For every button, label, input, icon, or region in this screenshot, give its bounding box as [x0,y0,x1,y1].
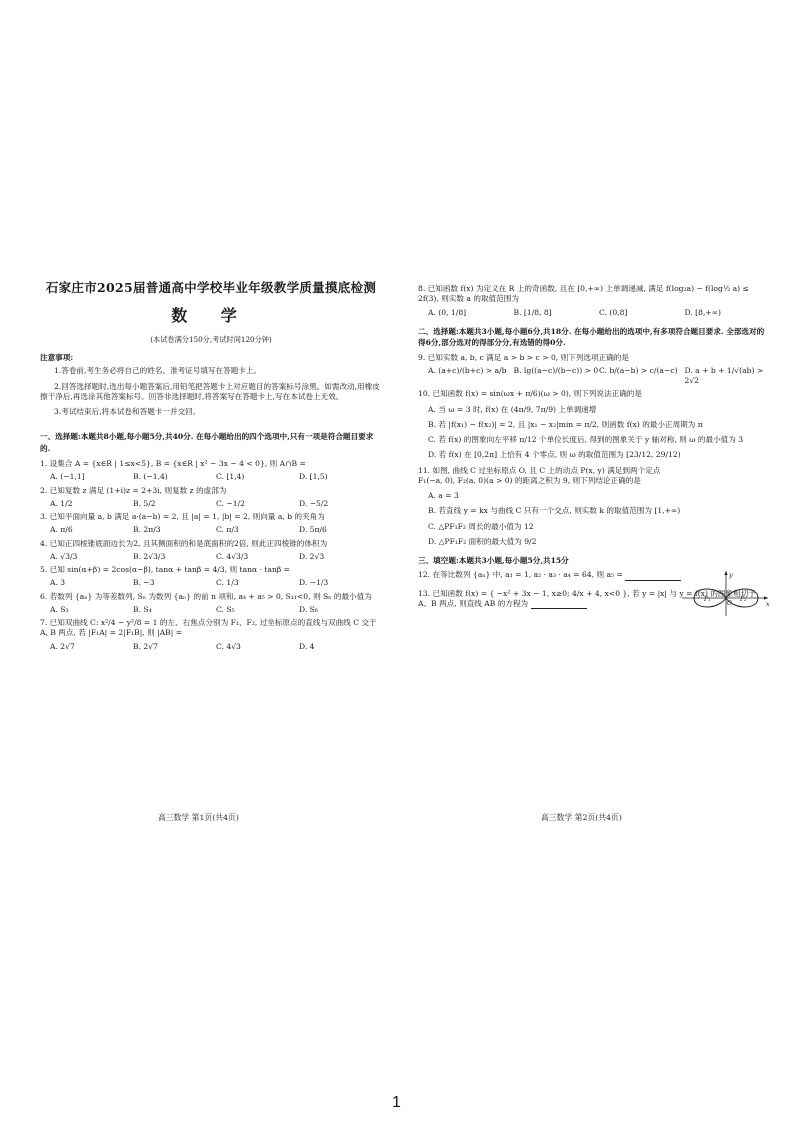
option: A. (−1,1] [50,472,85,482]
option: A. √3/3 [50,551,78,561]
question-stem: 9. 已知实数 a, b, c 满足 a > b > c > 0, 则下列选项正确的是 [418,352,629,362]
option: A. (a+c)/(b+c) > a/b [428,365,507,375]
question-stem: 5. 已知 sin(α+β) = 2cos(α−β), tanα + tanβ = 4/3, 则 tanα · tanβ = [40,565,291,575]
option: C. 1/3 [216,578,239,588]
exam-subject: 数 学 [171,305,251,325]
option: D. 2√3 [299,551,325,561]
figure-label-f1: F₁ [704,596,711,603]
question-8 [418,284,770,318]
footer-right: 高三数学 第2页(共4页) [541,813,622,822]
option: D. S₆ [299,604,318,614]
option: D. −1/3 [299,578,329,588]
question-options [50,642,382,652]
question-stem: 11. 如图, 曲线 C 过坐标原点 O, 且 C 上的动点 P(x, y) 满足到两个定点 F₁(−a, 0), F₂(a, 0)(a > 0) 的距离之积为 9, 则下列结论正确的是 [418,465,661,485]
option: B. 2√7 [133,641,158,651]
option: A. π/6 [50,525,73,535]
answer-blank [531,600,587,609]
option: B. 2√3/3 [133,551,166,561]
question-stem: 13. 已知函数 f(x) = { −x² + 3x − 1, x≥0; 4/x + 4, x<0 }, 若 y = |x| 与 y = f(x) 的图象相切于 A、B 两点, 则直线 AB 的方程为 [418,588,756,608]
question-options [50,552,382,562]
option: A. S₃ [50,604,69,614]
footer-left: 高三数学 第1页(共4页) [158,813,239,822]
option: B. lg((a−c)/(b−c)) > 0 [513,365,599,375]
option: A. a = 3 [428,491,459,501]
option: B. −3 [133,578,155,588]
figure-label-y: y [729,571,733,579]
notice-block [40,353,382,417]
option: D. −5/2 [299,498,329,508]
notice-heading: 注意事项: [40,353,74,363]
option: A. 3 [50,578,66,588]
option: B. (−1,4) [133,472,168,482]
option: D. △PF₁F₂ 面积的最大值为 9/2 [428,536,537,546]
question-stem: 1. 设集合 A = {x∈R | 1≤x<5}, B = {x∈R | x² − 3x − 4 < 0}, 则 A∩B = [40,459,306,469]
question-options [50,605,382,615]
option: D. 4 [299,641,315,651]
question-options [50,499,382,509]
option: C. −1/2 [216,498,245,508]
section-3-heading: 三、填空题:本题共3小题,每小题5分,共15分 [418,556,569,566]
option: B. 2π/3 [133,525,161,535]
option: A. 当 ω = 3 时, f(x) 在 (4π/9, 7π/9) 上单调递增 [428,404,597,414]
answer-blank [625,572,681,581]
question-stem: 7. 已知双曲线 C: x²/4 − y²/8 = 1 的左、右焦点分别为 F₁、F₂, 过坐标原点的直线与双曲线 C 交于 A, B 两点, 若 |F₁A| = 2|F₁B|, 则 |AB| = [40,618,377,638]
option: A. 2√7 [50,641,75,651]
section-2-heading: 二、选择题:本题共3小题,每小题6分,共18分. 在每小题给出的选项中,有多项符合题目要求. 全部选对的得6分,部分选对的得部分分,有选错的得0分. [418,326,765,348]
question-2 [40,486,382,510]
option: D. 5π/6 [299,525,327,535]
section-1-heading: 一、选择题:本题共8小题,每小题5分,共40分. 在每小题给出的四个选项中,只有一项是符合题目要求的. [40,432,374,453]
left-column [40,280,382,655]
option: C. b/(a−b) > c/(a−c) [599,365,678,375]
option: C. (0,8] [599,307,628,317]
option: C. 4√3 [216,641,241,651]
option: D. [8,+∞) [684,307,722,317]
question-4 [40,539,382,563]
page-number: 1 [392,1094,401,1111]
question-stem: 8. 已知函数 f(x) 为定义在 R 上的奇函数, 且在 [0,+∞) 上单调递减, 满足 f(log₂a) − f(log½ a) ≤ 2f(3), 则实数 a 的取值范围为 [418,284,749,304]
option: B. [1/8, 8] [513,307,552,317]
option: B. S₄ [133,604,152,614]
question-stem: 10. 已知函数 f(x) = sin(ωx + π/6)(ω > 0), 则下列说法正确的是 [418,389,642,399]
figure-label-origin: O [727,600,732,607]
option: B. 若 |f(x₁) − f(x₂)| = 2, 且 |x₁ − x₂|min = π/2, 则函数 f(x) 的最小正周期为 π [428,419,703,429]
question-7 [40,618,382,652]
question-11 [418,466,770,548]
question-stem: 6. 若数列 {aₙ} 为等差数列, Sₙ 为数列 {aₙ} 的前 n 项和, a₄ + a₅ > 0, S₁₁<0, 则 Sₙ 的最小值为 [40,591,372,601]
question-stem: 4. 已知正四棱锥底面边长为2, 且其侧面积的和是底面积的2倍, 则此正四棱锥的体积为 [40,538,328,548]
option: C. S₅ [216,604,235,614]
option: D. [1,5) [299,472,328,482]
question-options [50,525,382,535]
option: B. 5/2 [133,498,156,508]
right-column [418,282,770,611]
question-10 [418,389,770,460]
lemniscate-figure [680,568,772,618]
option: A. (0, 1/8] [428,307,467,317]
question-stem: 3. 已知平面向量 a, b 满足 a·(a−b) = 2, 且 |a| = 1, |b| = 2, 则向量 a, b 的夹角为 [40,512,325,522]
question-5 [40,565,382,589]
exam-title: 石家庄市2025届普通高中学校毕业年级教学质量摸底检测 [45,280,377,295]
option: C. π/3 [216,525,239,535]
option: D. a + b + 1/√(ab) > 2√2 [684,365,764,386]
question-6 [40,592,382,616]
option: C. 若 f(x) 的图象向左平移 π/12 个单位长度后, 得到的图象关于 y 轴对称, 则 ω 的最小值为 3 [428,435,744,445]
question-1 [40,459,382,483]
option: B. 若直线 y = kx 与曲线 C 只有一个交点, 则实数 k 的取值范围为 [1,+∞) [428,506,681,516]
figure-label-x: x [766,600,770,608]
question-options [428,366,770,387]
question-options [50,578,382,588]
question-3 [40,512,382,536]
question-stem: 12. 在等比数列 {aₙ} 中, a₁ = 1, a₂ · a₃ · a₄ = 64, 则 a₅ = [418,570,623,580]
exam-info: (本试卷满分150分,考试时间120分钟) [150,335,272,345]
question-options [50,472,382,482]
question-stem: 2. 已知复数 z 满足 (1+i)z = 2+3i, 则复数 z 的虚部为 [40,485,227,495]
question-9 [418,353,770,387]
option: C. 4√3/3 [216,551,249,561]
notice-item: 3.考试结束后,将本试卷和答题卡一并交回。 [54,407,201,417]
option: C. [1,4) [216,472,245,482]
option: A. 1/2 [50,498,73,508]
notice-item: 1.答卷前,考生务必将自己的姓名、准考证号填写在答题卡上。 [54,366,262,376]
notice-item: 2.回答选择题时,选出每小题答案后,用铅笔把答题卡上对应题目的答案标号涂黑。如需改动,用橡皮擦干净后,再选涂其他答案标号。回答非选择题时,将答案写在答题卡上,写在本试卷上无效。 [40,381,380,401]
option: D. 若 f(x) 在 [0,2π] 上恰有 4 个零点, 则 ω 的取值范围为 [23/12, 29/12) [428,450,681,460]
figure-label-f2: F₂ [740,596,747,603]
question-options [428,308,770,318]
option: C. △PF₁F₂ 周长的最小值为 12 [428,521,534,531]
